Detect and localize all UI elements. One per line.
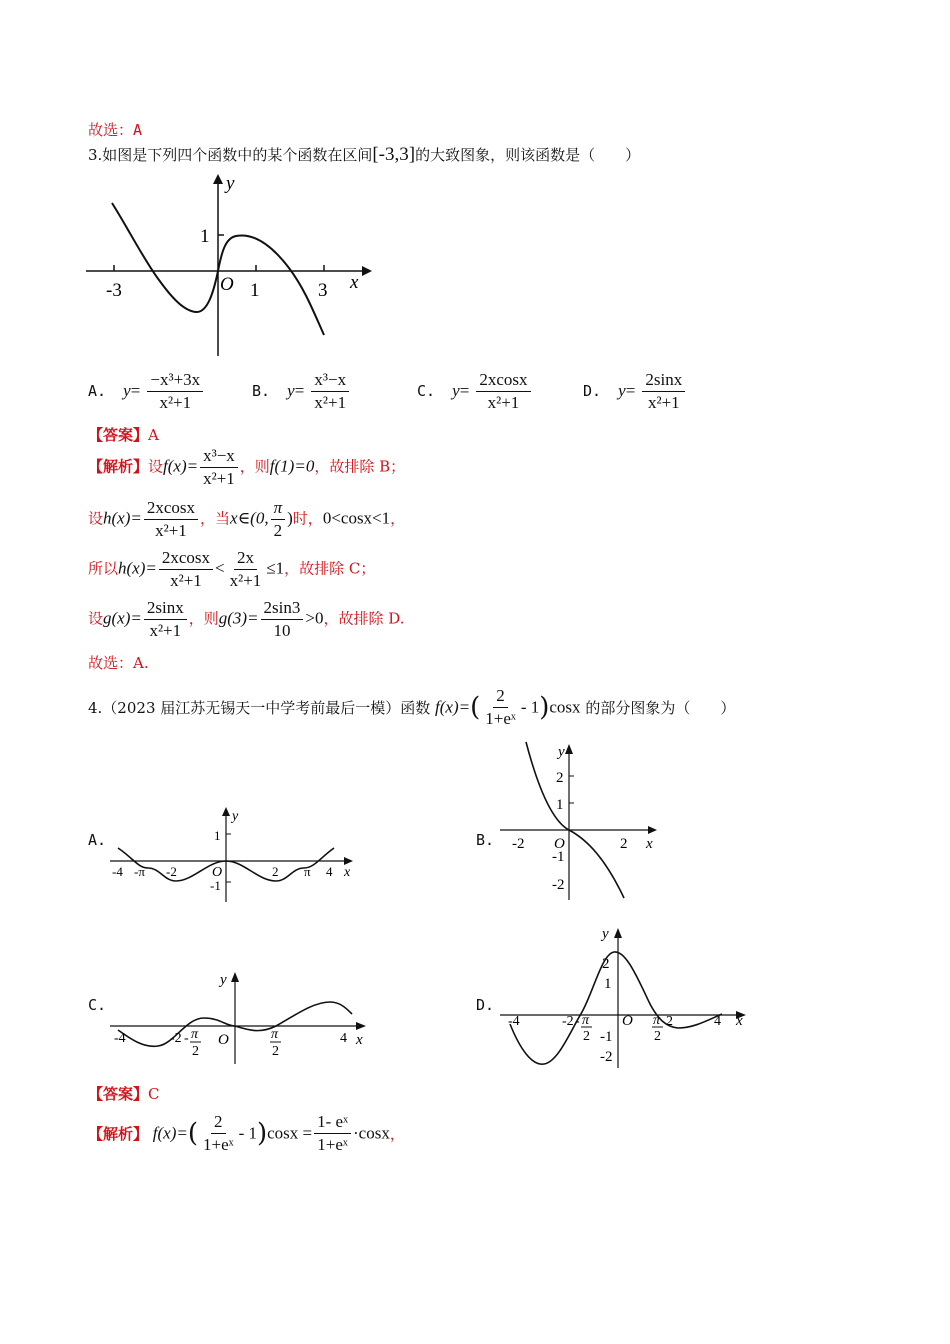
option-letter: D. — [583, 382, 602, 400]
frac-den: x²+1 — [229, 571, 262, 590]
q3-tick-1x: 1 — [250, 280, 260, 301]
math-expr: f(x)= — [163, 456, 199, 476]
frac-num: 2 — [211, 1112, 226, 1134]
q3-origin: O — [220, 274, 234, 295]
answer-tag: 【答案】 — [88, 1085, 149, 1103]
text: ，则 — [239, 457, 270, 476]
q3-analysis-line4 — [88, 598, 404, 641]
q3-graph — [84, 170, 374, 360]
tick-label: 2 — [192, 1044, 199, 1059]
option-denominator: x²+1 — [159, 393, 192, 412]
q4-stem-pre: 4.（2023 届江苏无锡天一中学考前最后一模）函数 — [88, 699, 431, 717]
tick-label: 2 — [583, 1029, 590, 1044]
math-expr: - 1 — [238, 1123, 257, 1143]
previous-answer: 故选：A — [88, 121, 143, 139]
q4-func-cos: cosx — [549, 697, 581, 717]
tick-label: 2 — [272, 1044, 279, 1059]
q3-option-a[interactable]: A. y= $\frac{\text{−x³+3x}}{\text{x²+1}}$ — [88, 370, 205, 413]
frac-num: 2sin3 — [261, 598, 304, 620]
q4-graph-d[interactable] — [498, 924, 756, 1070]
tick-label: -2 — [166, 864, 177, 879]
answer-value: A — [148, 426, 159, 444]
frac-den: x²+1 — [170, 571, 202, 590]
q4-option-a-letter[interactable]: A. — [88, 831, 107, 849]
tick-label: π — [271, 1027, 279, 1042]
text: ，故排除 D. — [323, 609, 405, 628]
q3-stem — [88, 144, 640, 166]
text: 设 — [148, 457, 164, 476]
axis-label: x — [736, 1013, 743, 1029]
math-expr: ≤1 — [266, 558, 285, 578]
q3-y-label: y — [226, 173, 235, 194]
frac-den: 2 — [273, 521, 283, 540]
origin-label: O — [554, 836, 565, 852]
axis-label: x — [646, 836, 653, 852]
tick-label: -2 — [600, 1049, 613, 1065]
origin-label: O — [212, 865, 223, 880]
frac-den: x²+1 — [203, 469, 235, 488]
tick-label: -2 — [552, 877, 565, 893]
tick-label: π — [582, 1013, 590, 1028]
frac-num: π — [271, 498, 286, 520]
option-denominator: x²+1 — [314, 393, 347, 412]
tick-label: - — [184, 1031, 189, 1046]
q4b-curve — [526, 742, 624, 898]
frac-num: x³−x — [200, 446, 238, 468]
tick-label: 2 — [602, 956, 610, 972]
origin-label: O — [622, 1013, 633, 1029]
q4-stem-post: 的部分图象为（ ） — [585, 699, 736, 717]
tick-label: 2 — [654, 1029, 661, 1044]
text: ，故排除 B； — [314, 457, 406, 476]
tick-label: 4 — [326, 864, 333, 879]
q3-answer — [88, 424, 159, 445]
q3-option-c[interactable]: C. y= $\frac{2xcosx}{\text{x²+1}}$ — [417, 370, 533, 413]
option-numerator: −x³+3x — [147, 370, 203, 392]
y-axis-arrow — [213, 174, 223, 184]
frac-num: 1- eˣ — [314, 1112, 351, 1134]
tick-label: -1 — [552, 849, 565, 865]
q3-stem-post: 的大致图象，则该函数是（ ） — [415, 146, 641, 164]
tick-label: -2 — [512, 836, 525, 852]
text: 设 — [88, 609, 104, 628]
frac-num: 2x — [234, 548, 257, 570]
q3-tick-3: 3 — [318, 280, 328, 301]
tick-label: 1 — [604, 976, 612, 992]
math-expr: cosx = — [267, 1123, 313, 1143]
tick-label: 1 — [214, 828, 221, 843]
tick-label: -4 — [508, 1014, 520, 1029]
frac-den: 1+eˣ — [317, 1135, 348, 1154]
q3-analysis-line1 — [88, 446, 405, 489]
frac-den: 1+eˣ — [203, 1135, 234, 1154]
tick-label: -4 — [112, 864, 123, 879]
math-expr: g(3)= — [218, 608, 259, 628]
q4-analysis: 【解析】 f(x)=( $\frac{2}{\text{1+eˣ}}$ - 1)cosx = $\frac{\text{1- eˣ}}{\text{1+eˣ}}$ ·cosx， — [88, 1112, 405, 1154]
tick-label: π — [191, 1027, 199, 1042]
axis-label: x — [356, 1032, 363, 1048]
tick-label: 2 — [620, 836, 628, 852]
option-letter: C. — [417, 382, 436, 400]
q3-x-label: x — [350, 272, 359, 293]
math-expr: 0<cosx<1 — [322, 508, 391, 528]
answer-tag: 【答案】 — [88, 426, 149, 444]
option-denominator: x²+1 — [647, 393, 680, 412]
tick-label: -1 — [600, 1029, 613, 1045]
q3-conclusion: 故选：A. — [88, 654, 149, 672]
axis-label: y — [220, 972, 227, 988]
text: 时， — [292, 509, 323, 528]
x-axis-arrow — [362, 266, 372, 276]
q4-func-den: 1+eˣ — [485, 709, 516, 728]
q3-tick-m3: -3 — [106, 280, 122, 301]
q4d-curve — [510, 952, 722, 1064]
option-letter: A. — [88, 382, 107, 400]
tick-label: π — [304, 864, 311, 879]
q4-option-c-letter[interactable]: C. — [88, 996, 107, 1014]
tick-label: -2 — [562, 1014, 574, 1029]
origin-label: O — [218, 1032, 229, 1048]
analysis-tag: 【解析】 — [88, 457, 149, 476]
axis-label: y — [602, 926, 609, 942]
q3-analysis-line3 — [88, 548, 375, 591]
frac-den: x²+1 — [155, 521, 187, 540]
q4-stem: 4.（2023 届江苏无锡天一中学考前最后一模）函数 f(x)=( $\frac{2}{\text{1+eˣ}}$ - 1)cosx 的部分图象为（ ） — [88, 686, 736, 728]
axis-label: x — [344, 865, 351, 880]
math-expr: x∈(0, — [230, 508, 269, 528]
math-expr: f(x)= — [152, 1123, 188, 1143]
math-expr: g(x)= — [103, 608, 142, 628]
tick-label: π — [653, 1013, 661, 1028]
q3-option-d[interactable]: D. y= $\frac{2\sin x}{\text{x²+1}}$ — [583, 370, 687, 413]
tick-label: -1 — [210, 878, 221, 893]
q3-stem-pre: 3.如图是下列四个函数中的某个函数在区间 — [88, 146, 373, 164]
tick-label: 2 — [272, 864, 279, 879]
analysis-tag: 【解析】 — [88, 1125, 149, 1143]
tick-label: - — [575, 1014, 580, 1029]
q4-graph-a[interactable] — [108, 806, 358, 906]
tick-label: 1 — [556, 797, 564, 813]
frac-num: 2xcosx — [159, 548, 213, 570]
text: ，故排除 C； — [284, 559, 376, 578]
axis-label: y — [558, 744, 565, 760]
tick-label: 4 — [714, 1014, 721, 1029]
option-denominator: x²+1 — [487, 393, 520, 412]
option-letter: B. — [252, 382, 271, 400]
text: ， — [390, 509, 406, 528]
tick-label: -4 — [114, 1031, 126, 1046]
tick-label: 4 — [340, 1031, 347, 1046]
text: ，则 — [188, 609, 219, 628]
frac-num: 2xcosx — [144, 498, 198, 520]
tick-label: 2 — [556, 770, 564, 786]
q4-graph-c[interactable] — [108, 966, 370, 1066]
tick-label: -2 — [170, 1031, 182, 1046]
text: 设 — [88, 509, 104, 528]
math-expr: ) — [287, 508, 293, 528]
q3-option-b[interactable]: B. y= $\frac{\text{x³−x}}{\text{x²+1}}$ — [252, 370, 351, 413]
text: ，当 — [200, 509, 231, 528]
tick-label: 2 — [666, 1014, 673, 1029]
q4-func-num: 2 — [493, 686, 508, 708]
text: ， — [389, 1125, 405, 1143]
q4-answer — [88, 1083, 160, 1104]
q3-analysis-line2 — [88, 498, 405, 541]
option-numerator: 2sinx — [642, 370, 685, 392]
axis-label: y — [232, 809, 239, 824]
tick-label: -π — [134, 864, 145, 879]
math-expr: < — [215, 558, 225, 578]
frac-den: x²+1 — [149, 621, 182, 640]
math-expr: h(x)= — [103, 508, 142, 528]
text: 所以 — [88, 559, 119, 578]
math-expr: f(1)=0 — [269, 456, 315, 476]
math-expr: h(x)= — [118, 558, 157, 578]
q3-tick-1y: 1 — [200, 226, 210, 247]
math-expr: ·cosx — [353, 1123, 390, 1143]
q4-option-d-letter[interactable]: D. — [476, 996, 495, 1014]
q4-func-minus: - 1 — [520, 697, 540, 717]
answer-value: C — [148, 1085, 160, 1103]
frac-num: 2sinx — [144, 598, 187, 620]
option-numerator: x³−x — [311, 370, 349, 392]
option-numerator: 2xcosx — [476, 370, 530, 392]
q3-interval: [-3,3] — [372, 144, 416, 165]
frac-den: 10 — [273, 621, 291, 640]
q4-graph-b[interactable] — [498, 740, 668, 902]
math-expr: >0 — [305, 608, 324, 628]
q4-option-b-letter[interactable]: B. — [476, 831, 495, 849]
q4-func-fx: f(x)= — [435, 697, 471, 717]
